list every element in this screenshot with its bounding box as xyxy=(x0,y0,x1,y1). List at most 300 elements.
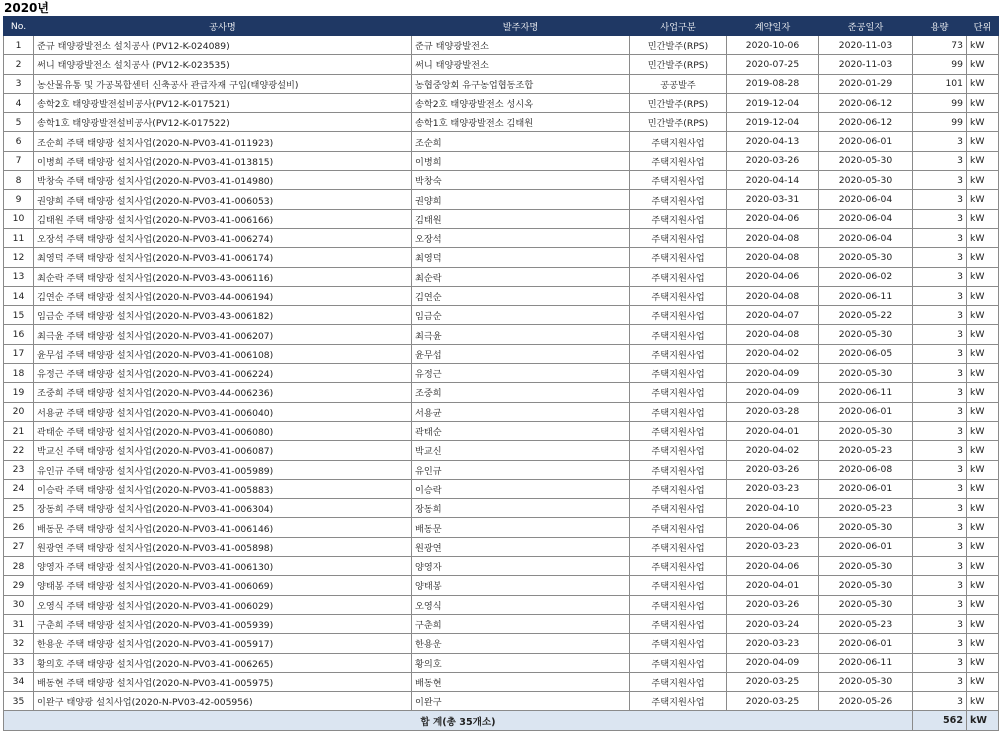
cell-project: 이완구 태양광 설치사업(2020-N-PV03-42-005956) xyxy=(34,692,412,711)
cell-unit: kW xyxy=(967,151,999,170)
cell-category: 주택지원사업 xyxy=(630,402,727,421)
cell-client: 써니 태양광발전소 xyxy=(412,55,630,74)
table-row[interactable] xyxy=(4,36,999,55)
header-completion-date[interactable]: 준공일자 xyxy=(819,17,913,36)
cell-capacity: 3 xyxy=(913,228,967,247)
cell-category: 주택지원사업 xyxy=(630,286,727,305)
cell-client: 배동현 xyxy=(412,672,630,691)
cell-completion-date: 2020-06-12 xyxy=(819,93,913,112)
cell-contract-date: 2020-04-06 xyxy=(727,267,819,286)
cell-capacity: 99 xyxy=(913,55,967,74)
cell-completion-date: 2020-05-22 xyxy=(819,306,913,325)
header-client[interactable]: 발주자명 xyxy=(412,17,630,36)
cell-capacity: 3 xyxy=(913,441,967,460)
cell-unit: kW xyxy=(967,653,999,672)
cell-unit: kW xyxy=(967,74,999,93)
cell-no: 23 xyxy=(4,460,34,479)
cell-contract-date: 2020-03-26 xyxy=(727,595,819,614)
cell-client: 윤무섭 xyxy=(412,344,630,363)
cell-contract-date: 2020-03-23 xyxy=(727,479,819,498)
table-body xyxy=(4,36,999,711)
cell-unit: kW xyxy=(967,499,999,518)
table-row[interactable] xyxy=(4,537,999,556)
cell-project: 황의호 주택 태양광 설치사업(2020-N-PV03-41-006265) xyxy=(34,653,412,672)
table-row[interactable] xyxy=(4,692,999,711)
cell-contract-date: 2020-03-26 xyxy=(727,151,819,170)
cell-client: 최순락 xyxy=(412,267,630,286)
cell-project: 준규 태양광발전소 설치공사 (PV12-K-024089) xyxy=(34,36,412,55)
cell-unit: kW xyxy=(967,421,999,440)
cell-category: 주택지원사업 xyxy=(630,228,727,247)
cell-category: 주택지원사업 xyxy=(630,132,727,151)
cell-no: 33 xyxy=(4,653,34,672)
cell-completion-date: 2020-06-04 xyxy=(819,228,913,247)
table-row[interactable] xyxy=(4,595,999,614)
cell-contract-date: 2020-04-07 xyxy=(727,306,819,325)
cell-capacity: 3 xyxy=(913,267,967,286)
cell-project: 이병희 주택 태양광 설치사업(2020-N-PV03-41-013815) xyxy=(34,151,412,170)
cell-category: 주택지원사업 xyxy=(630,576,727,595)
cell-unit: kW xyxy=(967,171,999,190)
table-row[interactable] xyxy=(4,479,999,498)
cell-completion-date: 2020-06-01 xyxy=(819,402,913,421)
cell-category: 민간발주(RPS) xyxy=(630,93,727,112)
cell-capacity: 3 xyxy=(913,595,967,614)
cell-no: 29 xyxy=(4,576,34,595)
cell-client: 최영덕 xyxy=(412,248,630,267)
table-row[interactable] xyxy=(4,499,999,518)
total-capacity: 562 xyxy=(913,711,967,731)
cell-contract-date: 2020-04-06 xyxy=(727,557,819,576)
cell-capacity: 3 xyxy=(913,344,967,363)
table-row[interactable] xyxy=(4,344,999,363)
table-row[interactable] xyxy=(4,113,999,132)
cell-unit: kW xyxy=(967,248,999,267)
cell-client: 준규 태양광발전소 xyxy=(412,36,630,55)
cell-capacity: 3 xyxy=(913,132,967,151)
cell-contract-date: 2020-03-31 xyxy=(727,190,819,209)
cell-client: 김태원 xyxy=(412,209,630,228)
cell-category: 민간발주(RPS) xyxy=(630,113,727,132)
cell-client: 농협중앙회 유구농업협동조합 xyxy=(412,74,630,93)
cell-project: 윤무섭 주택 태양광 설치사업(2020-N-PV03-41-006108) xyxy=(34,344,412,363)
cell-project: 조순희 주택 태양광 설치사업(2020-N-PV03-41-011923) xyxy=(34,132,412,151)
cell-client: 최극윤 xyxy=(412,325,630,344)
cell-project: 박교신 주택 태양광 설치사업(2020-N-PV03-41-006087) xyxy=(34,441,412,460)
cell-client: 구춘희 xyxy=(412,614,630,633)
cell-project: 유정근 주택 태양광 설치사업(2020-N-PV03-41-006224) xyxy=(34,364,412,383)
cell-capacity: 3 xyxy=(913,190,967,209)
cell-client: 장동희 xyxy=(412,499,630,518)
cell-capacity: 3 xyxy=(913,499,967,518)
cell-client: 곽태순 xyxy=(412,421,630,440)
cell-capacity: 3 xyxy=(913,306,967,325)
cell-unit: kW xyxy=(967,306,999,325)
cell-contract-date: 2020-07-25 xyxy=(727,55,819,74)
cell-completion-date: 2020-05-26 xyxy=(819,692,913,711)
cell-project: 송학2호 태양광발전설비공사(PV12-K-017521) xyxy=(34,93,412,112)
cell-client: 박교신 xyxy=(412,441,630,460)
cell-capacity: 3 xyxy=(913,151,967,170)
cell-client: 조중희 xyxy=(412,383,630,402)
header-unit[interactable]: 단위 xyxy=(967,17,999,36)
table-row[interactable] xyxy=(4,634,999,653)
cell-contract-date: 2020-03-23 xyxy=(727,634,819,653)
cell-unit: kW xyxy=(967,364,999,383)
cell-category: 민간발주(RPS) xyxy=(630,55,727,74)
cell-no: 19 xyxy=(4,383,34,402)
cell-completion-date: 2020-06-04 xyxy=(819,190,913,209)
cell-project: 농산물유통 및 가공복합센터 신축공사 관급자재 구입(태양광설비) xyxy=(34,74,412,93)
cell-capacity: 99 xyxy=(913,113,967,132)
cell-contract-date: 2020-04-06 xyxy=(727,209,819,228)
cell-unit: kW xyxy=(967,634,999,653)
cell-client: 한용운 xyxy=(412,634,630,653)
cell-category: 주택지원사업 xyxy=(630,537,727,556)
cell-unit: kW xyxy=(967,286,999,305)
table-row[interactable] xyxy=(4,93,999,112)
cell-category: 주택지원사업 xyxy=(630,248,727,267)
cell-unit: kW xyxy=(967,55,999,74)
year-title: 2020년 xyxy=(4,1,49,15)
cell-category: 주택지원사업 xyxy=(630,325,727,344)
cell-unit: kW xyxy=(967,132,999,151)
cell-category: 주택지원사업 xyxy=(630,421,727,440)
cell-unit: kW xyxy=(967,460,999,479)
cell-capacity: 3 xyxy=(913,383,967,402)
cell-capacity: 3 xyxy=(913,421,967,440)
cell-contract-date: 2019-08-28 xyxy=(727,74,819,93)
cell-unit: kW xyxy=(967,209,999,228)
total-unit: kW xyxy=(967,711,999,731)
cell-project: 원광연 주택 태양광 설치사업(2020-N-PV03-41-005898) xyxy=(34,537,412,556)
cell-client: 오영식 xyxy=(412,595,630,614)
cell-unit: kW xyxy=(967,614,999,633)
cell-completion-date: 2020-05-30 xyxy=(819,248,913,267)
cell-contract-date: 2020-04-08 xyxy=(727,228,819,247)
cell-no: 5 xyxy=(4,113,34,132)
total-label: 합 계(총 35개소) xyxy=(4,711,913,731)
cell-completion-date: 2020-06-08 xyxy=(819,460,913,479)
cell-category: 주택지원사업 xyxy=(630,518,727,537)
cell-capacity: 3 xyxy=(913,537,967,556)
cell-contract-date: 2020-03-25 xyxy=(727,692,819,711)
table-row[interactable] xyxy=(4,364,999,383)
cell-category: 주택지원사업 xyxy=(630,692,727,711)
cell-project: 배동문 주택 태양광 설치사업(2020-N-PV03-41-006146) xyxy=(34,518,412,537)
table-row[interactable] xyxy=(4,306,999,325)
cell-no: 10 xyxy=(4,209,34,228)
cell-project: 최영덕 주택 태양광 설치사업(2020-N-PV03-41-006174) xyxy=(34,248,412,267)
table-row[interactable] xyxy=(4,74,999,93)
cell-contract-date: 2020-03-25 xyxy=(727,672,819,691)
project-table xyxy=(3,16,999,731)
cell-client: 임금순 xyxy=(412,306,630,325)
cell-client: 송학1호 태양광발전소 김태원 xyxy=(412,113,630,132)
cell-capacity: 3 xyxy=(913,653,967,672)
cell-contract-date: 2020-04-13 xyxy=(727,132,819,151)
table-row[interactable] xyxy=(4,576,999,595)
cell-capacity: 3 xyxy=(913,672,967,691)
header-contract-date[interactable]: 계약일자 xyxy=(727,17,819,36)
table-row[interactable] xyxy=(4,286,999,305)
cell-contract-date: 2020-04-02 xyxy=(727,344,819,363)
cell-no: 3 xyxy=(4,74,34,93)
cell-project: 최극윤 주택 태양광 설치사업(2020-N-PV03-41-006207) xyxy=(34,325,412,344)
cell-project: 임금순 주택 태양광 설치사업(2020-N-PV03-43-006182) xyxy=(34,306,412,325)
cell-no: 4 xyxy=(4,93,34,112)
cell-project: 써니 태양광발전소 설치공사 (PV12-K-023535) xyxy=(34,55,412,74)
table-row[interactable] xyxy=(4,248,999,267)
cell-completion-date: 2020-05-30 xyxy=(819,672,913,691)
table-row[interactable] xyxy=(4,653,999,672)
cell-unit: kW xyxy=(967,93,999,112)
table-row[interactable] xyxy=(4,151,999,170)
table-header-row xyxy=(4,17,999,36)
table-row[interactable] xyxy=(4,402,999,421)
cell-no: 13 xyxy=(4,267,34,286)
cell-completion-date: 2020-11-03 xyxy=(819,36,913,55)
cell-category: 주택지원사업 xyxy=(630,499,727,518)
table-row[interactable] xyxy=(4,383,999,402)
cell-contract-date: 2019-12-04 xyxy=(727,113,819,132)
cell-contract-date: 2020-04-08 xyxy=(727,286,819,305)
cell-client: 이병희 xyxy=(412,151,630,170)
cell-contract-date: 2020-10-06 xyxy=(727,36,819,55)
cell-contract-date: 2020-04-01 xyxy=(727,576,819,595)
cell-no: 26 xyxy=(4,518,34,537)
table-row[interactable] xyxy=(4,557,999,576)
cell-no: 22 xyxy=(4,441,34,460)
cell-project: 김태원 주택 태양광 설치사업(2020-N-PV03-41-006166) xyxy=(34,209,412,228)
cell-category: 주택지원사업 xyxy=(630,460,727,479)
cell-category: 주택지원사업 xyxy=(630,672,727,691)
cell-contract-date: 2020-04-10 xyxy=(727,499,819,518)
cell-category: 주택지원사업 xyxy=(630,364,727,383)
cell-completion-date: 2020-05-23 xyxy=(819,614,913,633)
cell-completion-date: 2020-01-29 xyxy=(819,74,913,93)
cell-project: 양태봉 주택 태양광 설치사업(2020-N-PV03-41-006069) xyxy=(34,576,412,595)
cell-unit: kW xyxy=(967,557,999,576)
table-row[interactable] xyxy=(4,190,999,209)
cell-client: 권양희 xyxy=(412,190,630,209)
cell-category: 주택지원사업 xyxy=(630,634,727,653)
cell-client: 조순희 xyxy=(412,132,630,151)
cell-completion-date: 2020-06-11 xyxy=(819,383,913,402)
cell-completion-date: 2020-06-11 xyxy=(819,653,913,672)
cell-no: 35 xyxy=(4,692,34,711)
cell-client: 유정근 xyxy=(412,364,630,383)
header-category[interactable]: 사업구분 xyxy=(630,17,727,36)
cell-category: 공공발주 xyxy=(630,74,727,93)
table-row[interactable] xyxy=(4,441,999,460)
cell-project: 곽태순 주택 태양광 설치사업(2020-N-PV03-41-006080) xyxy=(34,421,412,440)
cell-client: 황의호 xyxy=(412,653,630,672)
cell-no: 7 xyxy=(4,151,34,170)
cell-client: 배동문 xyxy=(412,518,630,537)
cell-category: 민간발주(RPS) xyxy=(630,36,727,55)
cell-no: 31 xyxy=(4,614,34,633)
cell-no: 11 xyxy=(4,228,34,247)
cell-category: 주택지원사업 xyxy=(630,344,727,363)
cell-capacity: 3 xyxy=(913,325,967,344)
cell-unit: kW xyxy=(967,576,999,595)
cell-completion-date: 2020-05-30 xyxy=(819,364,913,383)
cell-category: 주택지원사업 xyxy=(630,306,727,325)
cell-completion-date: 2020-11-03 xyxy=(819,55,913,74)
cell-project: 오장석 주택 태양광 설치사업(2020-N-PV03-41-006274) xyxy=(34,228,412,247)
cell-contract-date: 2019-12-04 xyxy=(727,93,819,112)
cell-capacity: 3 xyxy=(913,634,967,653)
cell-project: 서용균 주택 태양광 설치사업(2020-N-PV03-41-006040) xyxy=(34,402,412,421)
cell-completion-date: 2020-06-01 xyxy=(819,132,913,151)
cell-contract-date: 2020-04-09 xyxy=(727,653,819,672)
cell-capacity: 101 xyxy=(913,74,967,93)
cell-completion-date: 2020-06-11 xyxy=(819,286,913,305)
cell-completion-date: 2020-06-01 xyxy=(819,537,913,556)
cell-no: 17 xyxy=(4,344,34,363)
cell-category: 주택지원사업 xyxy=(630,171,727,190)
cell-client: 오장석 xyxy=(412,228,630,247)
table-row[interactable] xyxy=(4,460,999,479)
cell-completion-date: 2020-06-05 xyxy=(819,344,913,363)
cell-completion-date: 2020-05-30 xyxy=(819,325,913,344)
cell-capacity: 3 xyxy=(913,479,967,498)
cell-contract-date: 2020-04-09 xyxy=(727,364,819,383)
cell-category: 주택지원사업 xyxy=(630,441,727,460)
cell-completion-date: 2020-05-30 xyxy=(819,171,913,190)
cell-no: 21 xyxy=(4,421,34,440)
cell-client: 양태봉 xyxy=(412,576,630,595)
cell-no: 24 xyxy=(4,479,34,498)
table-row[interactable] xyxy=(4,267,999,286)
cell-capacity: 3 xyxy=(913,171,967,190)
table-row[interactable] xyxy=(4,614,999,633)
cell-category: 주택지원사업 xyxy=(630,614,727,633)
cell-project: 한용운 주택 태양광 설치사업(2020-N-PV03-41-005917) xyxy=(34,634,412,653)
cell-no: 9 xyxy=(4,190,34,209)
cell-category: 주택지원사업 xyxy=(630,209,727,228)
table-row[interactable] xyxy=(4,325,999,344)
cell-contract-date: 2020-03-26 xyxy=(727,460,819,479)
cell-contract-date: 2020-04-06 xyxy=(727,518,819,537)
cell-project: 김연순 주택 태양광 설치사업(2020-N-PV03-44-006194) xyxy=(34,286,412,305)
cell-no: 18 xyxy=(4,364,34,383)
cell-capacity: 3 xyxy=(913,248,967,267)
cell-contract-date: 2020-04-08 xyxy=(727,325,819,344)
cell-unit: kW xyxy=(967,36,999,55)
cell-completion-date: 2020-06-01 xyxy=(819,479,913,498)
cell-contract-date: 2020-03-28 xyxy=(727,402,819,421)
cell-no: 6 xyxy=(4,132,34,151)
cell-category: 주택지원사업 xyxy=(630,595,727,614)
header-project[interactable]: 공사명 xyxy=(34,17,412,36)
cell-client: 이완구 xyxy=(412,692,630,711)
cell-capacity: 3 xyxy=(913,614,967,633)
table-row[interactable] xyxy=(4,672,999,691)
cell-no: 30 xyxy=(4,595,34,614)
cell-capacity: 3 xyxy=(913,518,967,537)
cell-completion-date: 2020-05-30 xyxy=(819,518,913,537)
cell-project: 이승락 주택 태양광 설치사업(2020-N-PV03-41-005883) xyxy=(34,479,412,498)
cell-client: 양영자 xyxy=(412,557,630,576)
cell-contract-date: 2020-03-24 xyxy=(727,614,819,633)
table-row[interactable] xyxy=(4,171,999,190)
cell-unit: kW xyxy=(967,344,999,363)
cell-contract-date: 2020-04-02 xyxy=(727,441,819,460)
cell-capacity: 3 xyxy=(913,402,967,421)
cell-no: 12 xyxy=(4,248,34,267)
cell-project: 조중희 주택 태양광 설치사업(2020-N-PV03-44-006236) xyxy=(34,383,412,402)
header-capacity[interactable]: 용량 xyxy=(913,17,967,36)
cell-contract-date: 2020-04-01 xyxy=(727,421,819,440)
cell-unit: kW xyxy=(967,267,999,286)
cell-capacity: 3 xyxy=(913,692,967,711)
cell-unit: kW xyxy=(967,672,999,691)
cell-contract-date: 2020-04-09 xyxy=(727,383,819,402)
cell-no: 28 xyxy=(4,557,34,576)
cell-capacity: 3 xyxy=(913,460,967,479)
cell-client: 박창숙 xyxy=(412,171,630,190)
cell-no: 32 xyxy=(4,634,34,653)
cell-contract-date: 2020-03-23 xyxy=(727,537,819,556)
cell-category: 주택지원사업 xyxy=(630,653,727,672)
cell-project: 구춘희 주택 태양광 설치사업(2020-N-PV03-41-005939) xyxy=(34,614,412,633)
cell-client: 김연순 xyxy=(412,286,630,305)
cell-capacity: 73 xyxy=(913,36,967,55)
cell-no: 25 xyxy=(4,499,34,518)
cell-contract-date: 2020-04-14 xyxy=(727,171,819,190)
cell-category: 주택지원사업 xyxy=(630,479,727,498)
cell-completion-date: 2020-05-30 xyxy=(819,557,913,576)
cell-no: 15 xyxy=(4,306,34,325)
cell-project: 양영자 주택 태양광 설치사업(2020-N-PV03-41-006130) xyxy=(34,557,412,576)
cell-no: 2 xyxy=(4,55,34,74)
cell-completion-date: 2020-05-30 xyxy=(819,576,913,595)
cell-capacity: 3 xyxy=(913,557,967,576)
cell-category: 주택지원사업 xyxy=(630,383,727,402)
cell-unit: kW xyxy=(967,402,999,421)
cell-no: 14 xyxy=(4,286,34,305)
cell-capacity: 3 xyxy=(913,209,967,228)
cell-client: 원광연 xyxy=(412,537,630,556)
cell-completion-date: 2020-05-23 xyxy=(819,441,913,460)
cell-unit: kW xyxy=(967,190,999,209)
cell-completion-date: 2020-06-12 xyxy=(819,113,913,132)
table-row[interactable] xyxy=(4,209,999,228)
cell-no: 8 xyxy=(4,171,34,190)
cell-capacity: 99 xyxy=(913,93,967,112)
cell-no: 1 xyxy=(4,36,34,55)
table-row[interactable] xyxy=(4,518,999,537)
cell-no: 16 xyxy=(4,325,34,344)
header-no[interactable]: No. xyxy=(4,17,34,36)
cell-unit: kW xyxy=(967,441,999,460)
cell-completion-date: 2020-05-30 xyxy=(819,595,913,614)
table-row[interactable] xyxy=(4,132,999,151)
table-row[interactable] xyxy=(4,55,999,74)
table-row[interactable] xyxy=(4,228,999,247)
table-row[interactable] xyxy=(4,421,999,440)
cell-unit: kW xyxy=(967,228,999,247)
cell-unit: kW xyxy=(967,537,999,556)
cell-no: 27 xyxy=(4,537,34,556)
total-row xyxy=(4,711,999,731)
cell-completion-date: 2020-06-02 xyxy=(819,267,913,286)
cell-completion-date: 2020-05-30 xyxy=(819,151,913,170)
cell-category: 주택지원사업 xyxy=(630,557,727,576)
cell-completion-date: 2020-06-01 xyxy=(819,634,913,653)
